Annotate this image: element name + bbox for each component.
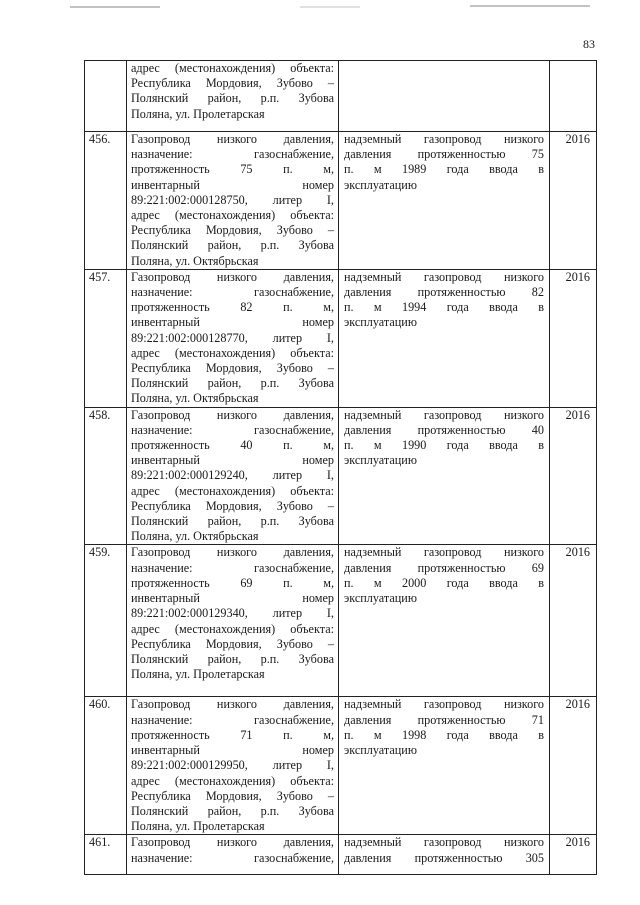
text-line: давления протяженностью 305 <box>344 850 544 865</box>
text-line: Полянский район, р.п. Зубова <box>131 514 334 529</box>
text-line: давления протяженностью 82 <box>344 285 544 300</box>
text-line: Полянский район, р.п. Зубова <box>131 651 334 666</box>
text-line: инвентарный номер <box>131 743 334 758</box>
object-description <box>127 61 339 132</box>
text-line: эксплуатацию <box>344 591 417 606</box>
text-line: адрес (местонахождения) объекта: <box>131 345 334 360</box>
text-line: инвентарный номер <box>131 315 334 330</box>
object-description <box>127 407 339 545</box>
table-row <box>85 132 597 270</box>
text-line: надземный газопровод низкого <box>344 835 544 850</box>
text-line: п. м 1989 года ввода в <box>344 162 544 177</box>
text-line: Поляна, ул. Пролетарская <box>131 106 265 121</box>
text-line: п. м 1994 года ввода в <box>344 300 544 315</box>
text-line: назначение: газоснабжение, <box>131 850 334 865</box>
text-line: эксплуатацию <box>344 743 417 758</box>
text-line: назначение: газоснабжение, <box>131 422 334 437</box>
text-line: давления протяженностью 69 <box>344 560 544 575</box>
text-line: назначение: газоснабжение, <box>131 712 334 727</box>
text-line: Республика Мордовия, Зубово – <box>131 636 334 651</box>
row-number: 461. <box>85 835 127 875</box>
text-line: 89:221:002:000129240, литер I, <box>131 468 334 483</box>
text-line: адрес (местонахождения) объекта: <box>131 208 334 223</box>
text-line: давления протяженностью 75 <box>344 147 544 162</box>
scan-artifact <box>470 5 590 7</box>
acceptance-year: 2016 <box>550 269 597 407</box>
text-line: надземный газопровод низкого <box>344 407 544 422</box>
table-row <box>85 269 597 407</box>
registry-table-body <box>85 61 597 875</box>
text-line: 89:221:002:000129950, литер I, <box>131 758 334 773</box>
text-line: Республика Мордовия, Зубово – <box>131 76 334 91</box>
row-number: 459. <box>85 545 127 697</box>
table-row <box>85 545 597 697</box>
object-description <box>127 269 339 407</box>
page-number: 83 <box>583 37 595 51</box>
object-description <box>127 835 339 875</box>
text-line: адрес (местонахождения) объекта: <box>131 483 334 498</box>
text-line: надземный газопровод низкого <box>344 132 544 146</box>
text-line: протяженность 82 п. м, <box>131 300 334 315</box>
text-line: Республика Мордовия, Зубово – <box>131 788 334 803</box>
acceptance-year: 2016 <box>550 835 597 875</box>
text-line: назначение: газоснабжение, <box>131 560 334 575</box>
text-line: инвентарный номер <box>131 177 334 192</box>
text-line: Газопровод низкого давления, <box>131 835 334 850</box>
row-number: 457. <box>85 269 127 407</box>
text-line: Республика Мордовия, Зубово – <box>131 223 334 238</box>
acceptance-year: 2016 <box>550 697 597 835</box>
text-line: Газопровод низкого давления, <box>131 269 334 284</box>
table-row <box>85 835 597 875</box>
text-line: протяженность 75 п. м, <box>131 162 334 177</box>
text-line: давления протяженностью 71 <box>344 712 544 727</box>
acceptance-year: 2016 <box>550 407 597 545</box>
text-line: Поляна, ул. Октябрьская <box>131 391 259 406</box>
text-line: инвентарный номер <box>131 591 334 606</box>
text-line: адрес (местонахождения) объекта: <box>131 773 334 788</box>
row-number: 460. <box>85 697 127 835</box>
table-row <box>85 61 597 132</box>
technical-characteristics <box>339 545 550 697</box>
text-line: п. м 1998 года ввода в <box>344 727 544 742</box>
text-line: Полянский район, р.п. Зубова <box>131 91 334 106</box>
text-line: Поляна, ул. Пролетарская <box>131 819 265 834</box>
text-line: 89:221:002:000129340, литер I, <box>131 606 334 621</box>
acceptance-year: 2016 <box>550 545 597 697</box>
text-line: Газопровод низкого давления, <box>131 697 334 712</box>
row-number <box>85 61 127 132</box>
acceptance-year: 2016 <box>550 132 597 270</box>
technical-characteristics <box>339 407 550 545</box>
object-description <box>127 132 339 270</box>
row-number: 456. <box>85 132 127 270</box>
technical-characteristics <box>339 61 550 132</box>
text-line: Поляна, ул. Пролетарская <box>131 667 265 682</box>
technical-characteristics <box>339 132 550 270</box>
text-line: назначение: газоснабжение, <box>131 285 334 300</box>
table-row <box>85 407 597 545</box>
text-line: Газопровод низкого давления, <box>131 132 334 146</box>
object-description <box>127 545 339 697</box>
text-line: адрес (местонахождения) объекта: <box>131 61 334 75</box>
text-line: Республика Мордовия, Зубово – <box>131 361 334 376</box>
text-line: 89:221:002:000128750, литер I, <box>131 192 334 207</box>
technical-characteristics <box>339 835 550 875</box>
text-line: давления протяженностью 40 <box>344 422 544 437</box>
text-line: Поляна, ул. Октябрьская <box>131 253 259 268</box>
property-registry-table <box>84 60 597 875</box>
technical-characteristics <box>339 269 550 407</box>
text-line: надземный газопровод низкого <box>344 269 544 284</box>
text-line: эксплуатацию <box>344 177 417 192</box>
text-line: Газопровод низкого давления, <box>131 545 334 560</box>
text-line: эксплуатацию <box>344 315 417 330</box>
technical-characteristics <box>339 697 550 835</box>
row-number: 458. <box>85 407 127 545</box>
text-line: эксплуатацию <box>344 453 417 468</box>
text-line: протяженность 69 п. м, <box>131 575 334 590</box>
scan-artifact <box>70 6 160 8</box>
text-line: адрес (местонахождения) объекта: <box>131 621 334 636</box>
text-line: надземный газопровод низкого <box>344 697 544 712</box>
text-line: надземный газопровод низкого <box>344 545 544 560</box>
acceptance-year <box>550 61 597 132</box>
text-line: инвентарный номер <box>131 453 334 468</box>
text-line: протяженность 71 п. м, <box>131 727 334 742</box>
text-line: 89:221:002:000128770, литер I, <box>131 330 334 345</box>
text-line: Полянский район, р.п. Зубова <box>131 803 334 818</box>
text-line: Поляна, ул. Октябрьская <box>131 529 259 544</box>
scan-artifact <box>300 6 360 8</box>
text-line: протяженность 40 п. м, <box>131 438 334 453</box>
text-line: Газопровод низкого давления, <box>131 407 334 422</box>
table-row <box>85 697 597 835</box>
text-line: п. м 1990 года ввода в <box>344 438 544 453</box>
text-line: назначение: газоснабжение, <box>131 147 334 162</box>
text-line: п. м 2000 года ввода в <box>344 575 544 590</box>
text-line: Полянский район, р.п. Зубова <box>131 376 334 391</box>
object-description <box>127 697 339 835</box>
text-line: Полянский район, р.п. Зубова <box>131 238 334 253</box>
text-line: Республика Мордовия, Зубово – <box>131 498 334 513</box>
